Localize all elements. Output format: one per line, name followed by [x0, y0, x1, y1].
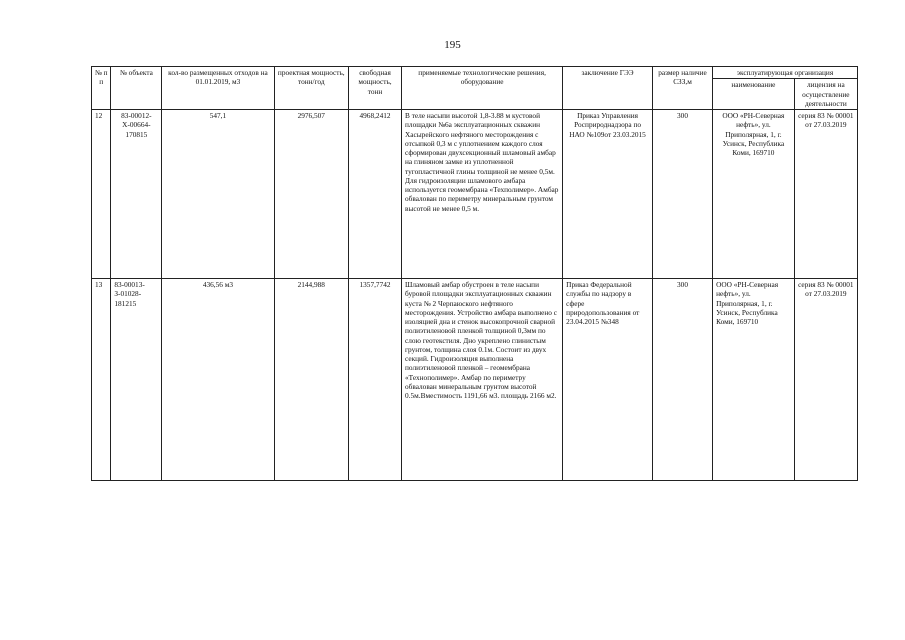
cell-szz-size: 300	[652, 279, 712, 481]
cell-license: серия 83 № 00001 от 27.03.2019	[794, 279, 857, 481]
cell-operator-name: ООО «РН-Северная нефть», ул. Приполярная, 1, г. Усинск, Республика Коми, 169710	[713, 279, 795, 481]
header-object-num: № объекта	[111, 67, 162, 110]
cell-szz-size: 300	[652, 110, 712, 279]
header-num: № п п	[92, 67, 111, 110]
cell-object-num: 83-00013-З-01028-181215	[111, 279, 162, 481]
page-number: 195	[444, 39, 461, 51]
cell-license: серия 83 № 00001 от 27.03.2019	[794, 110, 857, 279]
header-operator: эксплуатирующая организация	[713, 67, 858, 79]
cell-waste-amount: 547,1	[162, 110, 274, 279]
header-szz-size: размер наличие СЗЗ,м	[652, 67, 712, 110]
header-license: лицензия на осуществление деятельности	[794, 79, 857, 110]
cell-object-num: 83-00012-Х-00664-170815	[111, 110, 162, 279]
cell-num: 12	[92, 110, 111, 279]
table-row	[92, 279, 858, 481]
header-operator-name: наименование	[713, 79, 795, 110]
header-technologies: применяемые технологические решения, оборудование	[402, 67, 563, 110]
cell-waste-amount: 436,56 м3	[162, 279, 274, 481]
cell-free-capacity: 1357,7742	[349, 279, 402, 481]
header-design-capacity: проектная мощность, тонн/год	[274, 67, 348, 110]
table-header-row	[92, 67, 858, 79]
cell-technologies: Шламовый амбар обустроен в теле насыпи буровой площадки эксплуатационных скважин куста № 2 Черпаюского нефтяного месторождения. Устройство амбара выполнено с изоляцией дна и стенок высокопрочной сварной полиэтиленовой пленкой толщиной 0,3мм по слою геотекстиля. Дно укреплено глинистым грунтом, толщина слоя 0.1м. Состоит из двух секций. Гидроизоляция выполнена полиэтиленовой пленкой – геомембрана «Технополимер». Амбар по периметру обвалован минеральным грунтом высотой 0.5м.Вместимость 1191,66 м3. площадь 2166 м2.	[402, 279, 563, 481]
header-free-capacity: свободная мощность, тонн	[349, 67, 402, 110]
cell-gee-conclusion: Приказ Управления Росприроднадзора по НАО №109от 23.03.2015	[563, 110, 653, 279]
cell-num: 13	[92, 279, 111, 481]
cell-technologies: В теле насыпи высотой 1,8-3.88 м кустовой площадки №6а эксплуатационных скважин Хасырейского нефтяного месторождения с отсыпкой 0,3 м с уплотнением каждого слоя сформирован двухсекционный шламовый амбар на глиняном замке из уплотненной тугопластичной глины толщиной не менее 0,5м. Для гидроизоляции шламового амбара используется геомембрана «Техполимер». Амбар обвалован по периметру минеральным грунтом высотой не менее 0,5 м.	[402, 110, 563, 279]
cell-operator-name: ООО «РН-Северная нефть», ул. Приполярная, 1, г. Усинск, Республика Коми, 169710	[713, 110, 795, 279]
table-row	[92, 110, 858, 279]
cell-design-capacity: 2976,507	[274, 110, 348, 279]
header-waste-amount: кол-во размещенных отходов на 01.01.2019, м3	[162, 67, 274, 110]
cell-gee-conclusion: Приказ Федеральной службы по надзору в сфере природопользования от 23.04.2015 №348	[563, 279, 653, 481]
cell-free-capacity: 4968,2412	[349, 110, 402, 279]
header-gee-conclusion: заключение ГЭЭ	[563, 67, 653, 110]
cell-design-capacity: 2144,988	[274, 279, 348, 481]
waste-objects-table	[91, 66, 858, 481]
